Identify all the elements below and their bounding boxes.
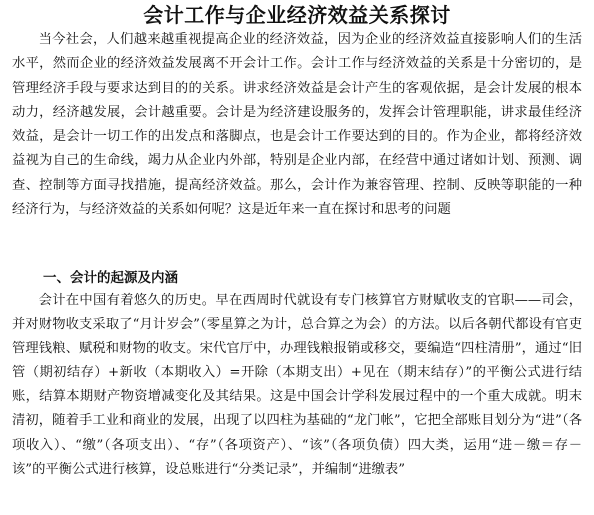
intro-paragraph: 当今社会，人们越来越重视提高企业的经济效益，因为企业的经济效益直接影响人们的生活水平，然而企业的经济效益发展离不开会计工作。会计工作与经济效益的关系是十分密切的，是管理经济手段与要求达到目的的关系。讲求经济效益是会计产生的客观依据，是会计发展的根本动力，经济越发展，会计越重要。会计是为经济建设服务的，发挥会计管理职能，讲求最佳经济效益，是会计一切工作的出发点和落脚点，也是会计工作要达到的目的。作为企业，都将经济效益视为自己的生命线，竭力从企业内外部，特别是企业内部，在经营中通过诸如计划、预测、调查、控制等方面寻找措施，提高经济效益。那么，会计作为兼容管理、控制、反映等职能的一种经济行为，与经济效益的关系如何呢？这是近年来一直在探讨和思考的问题: [12, 32, 582, 218]
document-title: 会计工作与企业经济效益关系探讨: [143, 3, 451, 27]
section-heading: 一、会计的起源及内涵: [43, 270, 179, 286]
section-paragraph: 会计在中国有着悠久的历史。早在西周时代就设有专门核算官方财赋收支的官职——司会，并对财物收支采取了“月计岁会”（零星算之为计，总合算之为会）的方法。以后各朝代都设有官吏管理钱粮、赋税和财物的收支。宋代官厅中，办理钱粮报销或移交，要编造“四柱清册”，通过“旧管（期初结存）+新收（本期收入）=开除（本期支出）+见在（期末结存）”的平衡公式进行结账，结算本期财产物资增减变化及其结果。这是中国会计学科发展过程中的一个重大成就。明末清初，随着手工业和商业的发展，出现了以四柱为基础的“龙门帐”，它把全部账目划分为“进”（各项收入）、“缴”（各项支出）、“存”（各项资产）、“该”（各项负债）四大类，运用“进－缴＝存－该”的平衡公式进行核算，设总账进行“分类记录”，并编制“进缴表”: [12, 293, 582, 477]
